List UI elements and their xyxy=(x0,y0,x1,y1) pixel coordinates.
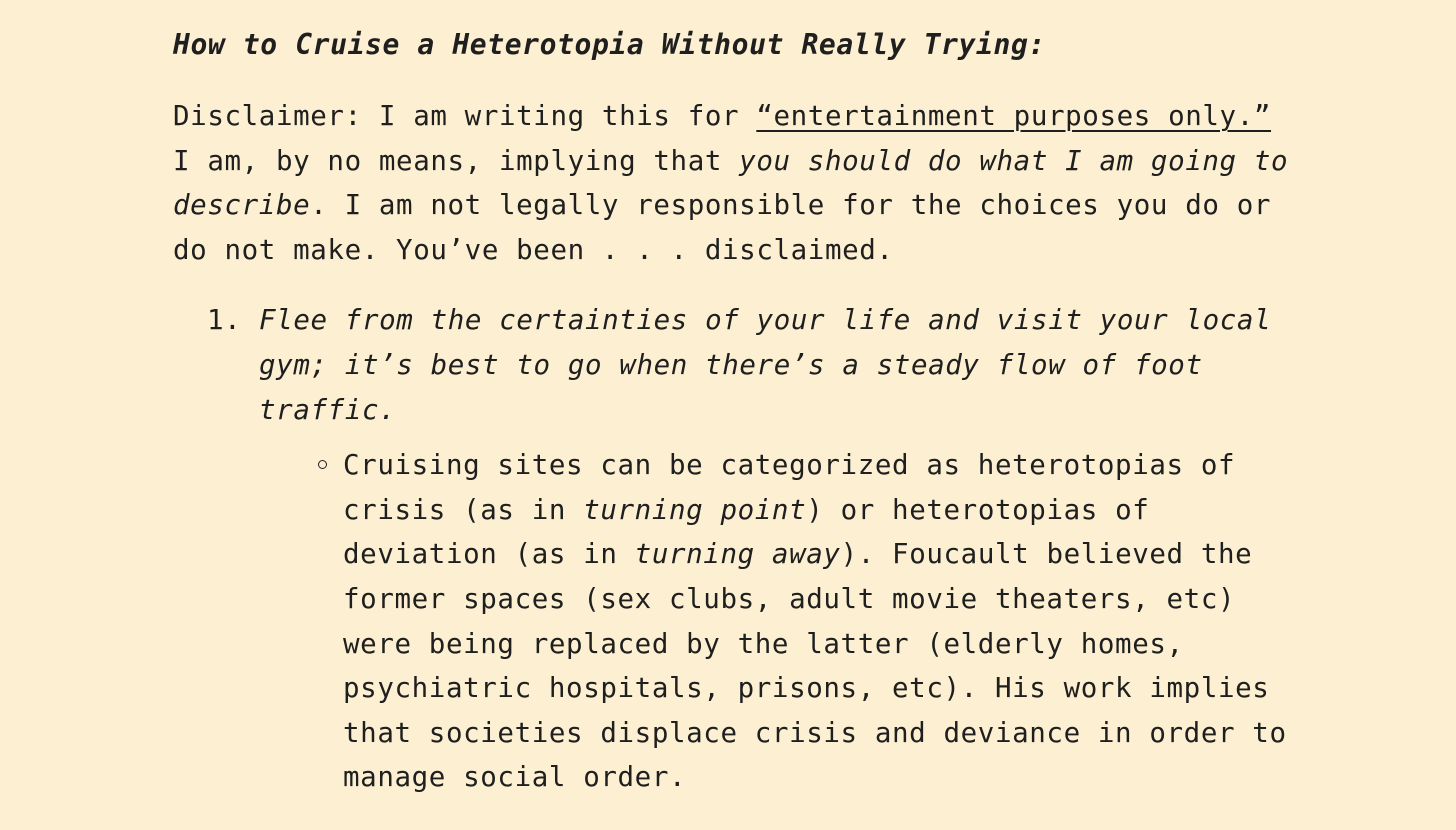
hollow-bullet-icon xyxy=(318,460,327,469)
sub-list-item xyxy=(173,443,1303,800)
list-item-text: Flee from the certainties of your life and visit your local gym; it’s best to go when there’s a steady flow of foot traffic. xyxy=(259,304,1272,426)
entertainment-purposes-link[interactable]: “entertainment purposes only.” xyxy=(756,100,1272,132)
sub-item-text-1: Cruising sites can be categorized as heterotopias of crisis (as in xyxy=(343,449,1236,526)
disclaimer-text-3: . I am not legally responsible for the choices you do or do not make. You’ve been . . . disclaimed. xyxy=(173,189,1272,266)
list-item xyxy=(173,298,1303,432)
sub-item-italic-2: turning away xyxy=(634,538,841,571)
sub-item-text-2: ) or heterotopias of deviation (as in xyxy=(343,493,1150,571)
sub-item-italic-1: turning point xyxy=(583,493,807,526)
sub-item-text-3: ). Foucault believed the former spaces (sex clubs, adult movie theaters, etc) were being replaced by the latter (elderly homes, psychiatric hospitals, prisons, etc). His work implies that societies displace crisis and deviance in order to manage social order. xyxy=(343,538,1287,794)
disclaimer-text-1: Disclaimer: I am writing this for xyxy=(173,100,757,132)
article xyxy=(173,22,1303,800)
list-item-number: 1. xyxy=(207,304,242,337)
article-title: How to Cruise a Heterotopia Without Really Trying: xyxy=(173,28,1046,61)
disclaimer-paragraph xyxy=(173,94,1303,272)
disclaimer-text-2: I am, by no means, implying that xyxy=(173,144,740,177)
disclaimer-italic: you should do what I am going to describe xyxy=(173,144,1289,222)
